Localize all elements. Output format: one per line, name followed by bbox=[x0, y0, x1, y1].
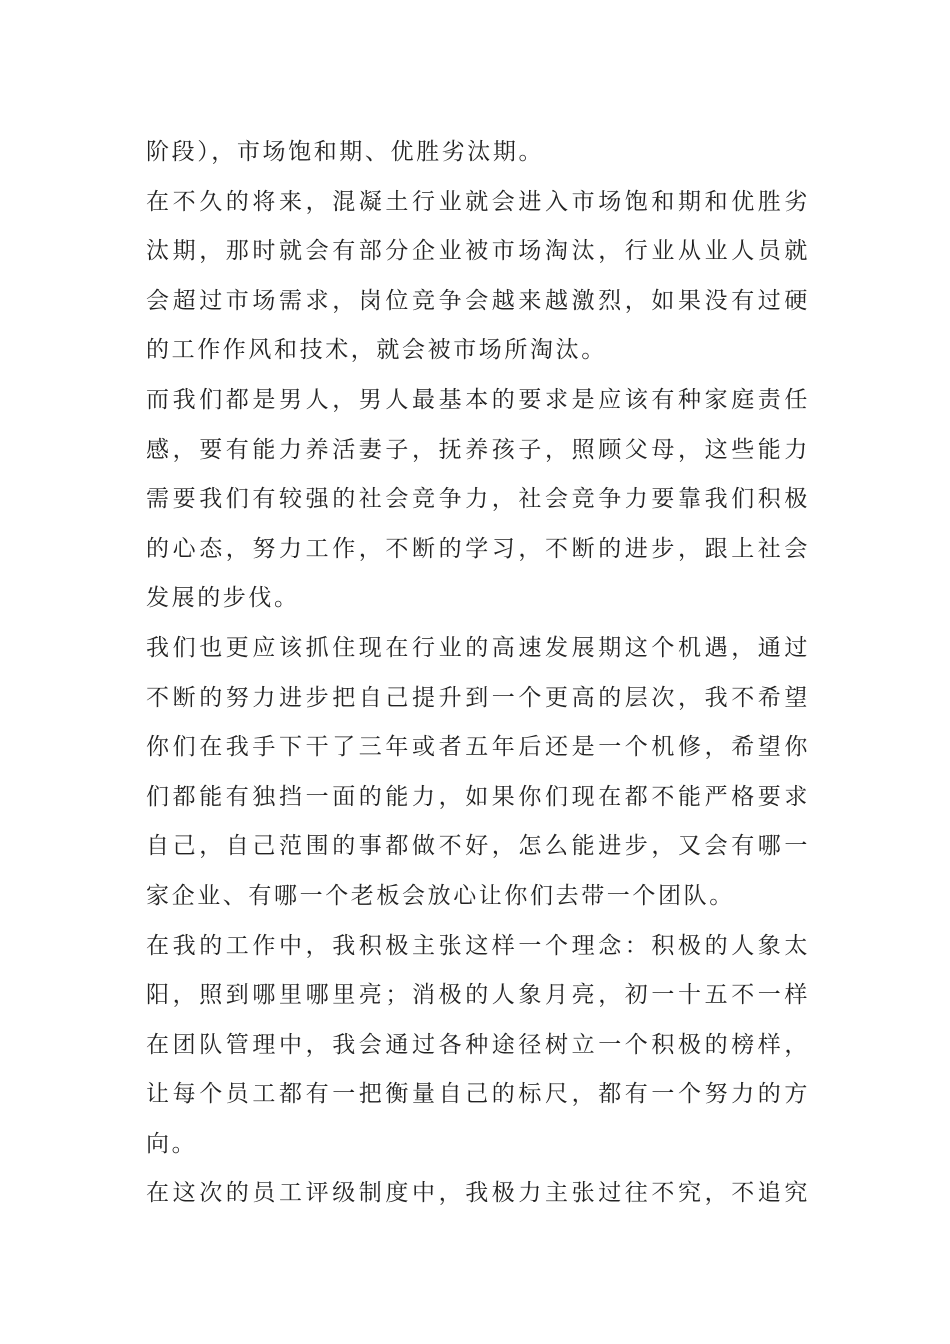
text-line: 感，要有能力养活妻子，抚养孩子，照顾父母，这些能力 bbox=[146, 436, 810, 463]
text-line: 在这次的员工评级制度中，我极力主张过往不究，不追究 bbox=[146, 1180, 810, 1207]
text-line: 向。 bbox=[146, 1130, 198, 1157]
text-line: 的工作作风和技术，就会被市场所淘汰。 bbox=[146, 337, 607, 364]
text-line: 在我的工作中，我积极主张这样一个理念：积极的人象太 bbox=[146, 932, 810, 959]
text-line: 会超过市场需求，岗位竞争会越来越激烈，如果没有过硬 bbox=[146, 287, 810, 314]
text-line: 让每个员工都有一把衡量自己的标尺，都有一个努力的方 bbox=[146, 1081, 810, 1108]
text-line: 不断的努力进步把自己提升到一个更高的层次，我不希望 bbox=[146, 684, 810, 711]
document-body bbox=[146, 128, 810, 1219]
text-line: 汰期，那时就会有部分企业被市场淘汰，行业从业人员就 bbox=[146, 238, 810, 265]
text-line: 而我们都是男人，男人最基本的要求是应该有种家庭责任 bbox=[146, 386, 810, 413]
text-line: 阳，照到哪里哪里亮；消极的人象月亮，初一十五不一样 bbox=[146, 982, 810, 1009]
text-line: 你们在我手下干了三年或者五年后还是一个机修，希望你 bbox=[146, 734, 810, 761]
text-line: 的心态，努力工作，不断的学习，不断的进步，跟上社会 bbox=[146, 535, 810, 562]
text-line: 阶段），市场饱和期、优胜劣汰期。 bbox=[146, 139, 545, 165]
text-line: 家企业、有哪一个老板会放心让你们去带一个团队。 bbox=[146, 882, 735, 909]
text-line: 自己，自己范围的事都做不好，怎么能进步，又会有哪一 bbox=[146, 833, 810, 860]
text-line: 发展的步伐。 bbox=[146, 585, 300, 612]
text-line: 我们也更应该抓住现在行业的高速发展期这个机遇，通过 bbox=[146, 634, 810, 661]
text-line: 们都能有独挡一面的能力，如果你们现在都不能严格要求 bbox=[146, 783, 810, 810]
text-line: 需要我们有较强的社会竞争力，社会竞争力要靠我们积极 bbox=[146, 486, 810, 513]
text-line: 在不久的将来，混凝土行业就会进入市场饱和期和优胜劣 bbox=[146, 188, 810, 215]
text-line: 在团队管理中，我会通过各种途径树立一个积极的榜样， bbox=[146, 1031, 810, 1058]
